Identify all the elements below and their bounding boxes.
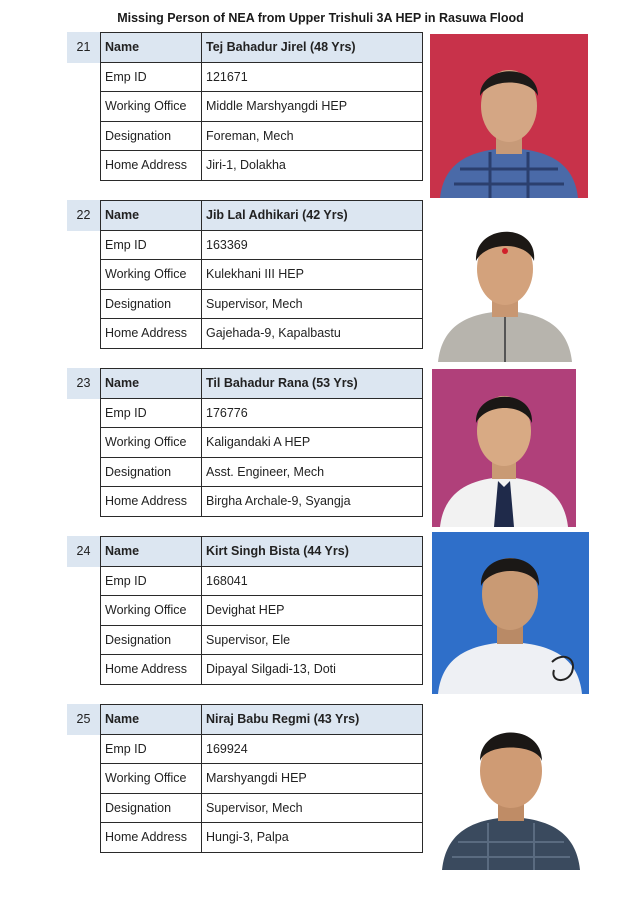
designation-value: Foreman, Mech: [202, 121, 423, 151]
record-number: 24: [67, 536, 100, 567]
designation-value: Supervisor, Ele: [202, 625, 423, 655]
designation-value: Supervisor, Mech: [202, 793, 423, 823]
office-value: Middle Marshyangdi HEP: [202, 92, 423, 122]
designation-label: Designation: [101, 289, 202, 319]
designation-value: Supervisor, Mech: [202, 289, 423, 319]
emp-id-label: Emp ID: [101, 230, 202, 260]
name-label: Name: [101, 201, 202, 231]
record-number: 25: [67, 704, 100, 735]
record-number: 22: [67, 200, 100, 231]
person-photo: [432, 532, 589, 694]
address-value: Gajehada-9, Kapalbastu: [202, 319, 423, 349]
office-label: Working Office: [101, 92, 202, 122]
person-name: Niraj Babu Regmi (43 Yrs): [202, 705, 423, 735]
person-info-table: [100, 368, 423, 517]
person-info-table: [100, 200, 423, 349]
designation-label: Designation: [101, 121, 202, 151]
person-photo: [434, 205, 576, 362]
name-label: Name: [101, 705, 202, 735]
person-photo: [438, 707, 584, 870]
address-value: Jiri-1, Dolakha: [202, 151, 423, 181]
emp-id-label: Emp ID: [101, 566, 202, 596]
office-label: Working Office: [101, 428, 202, 458]
name-label: Name: [101, 369, 202, 399]
office-value: Kaligandaki A HEP: [202, 428, 423, 458]
emp-id-value: 176776: [202, 398, 423, 428]
emp-id-value: 121671: [202, 62, 423, 92]
address-value: Birgha Archale-9, Syangja: [202, 487, 423, 517]
emp-id-label: Emp ID: [101, 62, 202, 92]
designation-value: Asst. Engineer, Mech: [202, 457, 423, 487]
emp-id-value: 168041: [202, 566, 423, 596]
emp-id-label: Emp ID: [101, 398, 202, 428]
address-label: Home Address: [101, 319, 202, 349]
person-info-table: [100, 32, 423, 181]
designation-label: Designation: [101, 625, 202, 655]
office-value: Devighat HEP: [202, 596, 423, 626]
office-label: Working Office: [101, 260, 202, 290]
office-label: Working Office: [101, 764, 202, 794]
address-label: Home Address: [101, 823, 202, 853]
person-photo: [430, 34, 588, 198]
person-info-table: [100, 536, 423, 685]
office-value: Marshyangdi HEP: [202, 764, 423, 794]
person-name: Til Bahadur Rana (53 Yrs): [202, 369, 423, 399]
name-label: Name: [101, 33, 202, 63]
address-label: Home Address: [101, 487, 202, 517]
address-label: Home Address: [101, 655, 202, 685]
person-name: Jib Lal Adhikari (42 Yrs): [202, 201, 423, 231]
person-name: Tej Bahadur Jirel (48 Yrs): [202, 33, 423, 63]
emp-id-label: Emp ID: [101, 734, 202, 764]
record-number: 23: [67, 368, 100, 399]
name-label: Name: [101, 537, 202, 567]
address-label: Home Address: [101, 151, 202, 181]
person-name: Kirt Singh Bista (44 Yrs): [202, 537, 423, 567]
designation-label: Designation: [101, 457, 202, 487]
emp-id-value: 169924: [202, 734, 423, 764]
person-photo: [432, 369, 576, 527]
emp-id-value: 163369: [202, 230, 423, 260]
person-info-table: [100, 704, 423, 853]
designation-label: Designation: [101, 793, 202, 823]
address-value: Hungi-3, Palpa: [202, 823, 423, 853]
record-number: 21: [67, 32, 100, 63]
office-label: Working Office: [101, 596, 202, 626]
address-value: Dipayal Silgadi-13, Doti: [202, 655, 423, 685]
office-value: Kulekhani III HEP: [202, 260, 423, 290]
page-title: Missing Person of NEA from Upper Trishuli 3A HEP in Rasuwa Flood: [117, 11, 524, 25]
